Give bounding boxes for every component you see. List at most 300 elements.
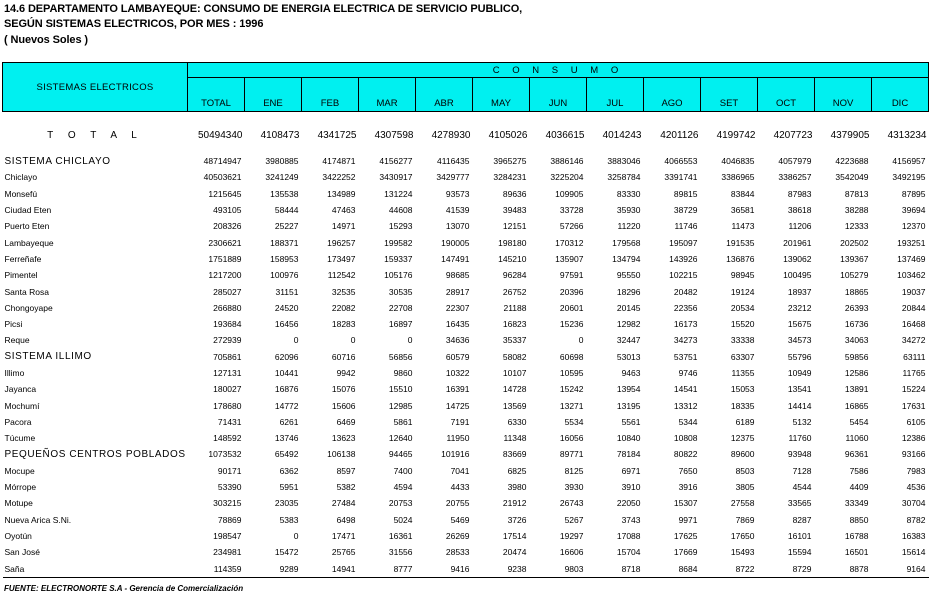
cell-value: 148592 — [213, 433, 242, 444]
cell-value: 9860 — [393, 368, 413, 378]
cell-value: 3492195 — [892, 172, 926, 183]
cell-value: 4116435 — [437, 156, 470, 167]
cell-value: 12151 — [502, 221, 527, 232]
table-row — [3, 430, 929, 446]
cell-value: 38618 — [787, 205, 812, 216]
cell-value: 18335 — [730, 400, 755, 411]
cell-value: 33565 — [787, 498, 812, 509]
cell-value: 1215645 — [208, 188, 242, 199]
cell-value: 14725 — [445, 400, 470, 411]
cell-value: 105279 — [840, 270, 869, 281]
cell-value: 103462 — [897, 270, 926, 281]
cell-value: 31556 — [388, 547, 413, 558]
cell-value: 17625 — [673, 530, 698, 541]
cell-value: 8287 — [792, 514, 812, 525]
systems-header: SISTEMAS ELECTRICOS — [3, 63, 188, 112]
cell-value: 134794 — [612, 253, 641, 264]
cell-value: 27484 — [331, 498, 356, 509]
cell-value: 89600 — [730, 449, 755, 460]
cell-value: 1217200 — [208, 270, 242, 281]
total-row — [3, 128, 929, 142]
cell-value: 6469 — [336, 416, 356, 427]
cell-value: 3429777 — [436, 172, 470, 183]
cell-value: 34063 — [844, 335, 869, 346]
cell-value: 105176 — [384, 270, 413, 281]
cell-value: 9971 — [678, 514, 698, 525]
column-header-ago: AGO — [644, 78, 701, 112]
row-label: Oyotún — [4, 530, 32, 541]
cell-value: 5382 — [336, 482, 356, 493]
cell-value: 13891 — [844, 384, 869, 395]
cell-value: 48714947 — [203, 156, 242, 167]
cell-value: 17471 — [331, 530, 356, 541]
cell-value: 6362 — [279, 465, 299, 476]
cell-value: 7400 — [393, 465, 413, 476]
cell-value: 5951 — [279, 482, 299, 493]
table-row — [3, 251, 929, 267]
cell-value: 11220 — [617, 221, 641, 232]
cell-value: 33349 — [844, 498, 869, 509]
cell-value: 112542 — [327, 270, 356, 281]
table-bottom-rule — [3, 577, 929, 578]
cell-value: 3430917 — [379, 172, 413, 183]
cell-value: 493105 — [213, 205, 242, 216]
cell-value: 0 — [407, 335, 413, 346]
cell-value: 9803 — [564, 563, 584, 574]
cell-value: 15293 — [388, 221, 413, 232]
cell-value: 15614 — [901, 547, 926, 558]
cell-value: 28533 — [445, 547, 470, 558]
cell-value: 39483 — [502, 205, 527, 216]
cell-value: 19297 — [559, 530, 584, 541]
cell-value: 178680 — [213, 400, 242, 411]
cell-value: 15236 — [559, 319, 584, 330]
cell-value: 63307 — [730, 351, 755, 362]
column-header-dic: DIC — [872, 78, 929, 112]
cell-value: 15307 — [673, 498, 698, 509]
cell-value: 78869 — [217, 514, 242, 525]
cell-value: 25765 — [331, 547, 356, 558]
cell-value: 58444 — [274, 205, 299, 216]
cell-value: 12985 — [388, 400, 413, 411]
total-value: 4341725 — [317, 129, 357, 141]
cell-value: 12370 — [901, 221, 926, 232]
cell-value: 19124 — [730, 286, 755, 297]
cell-value: 96361 — [844, 449, 869, 460]
cell-value: 33338 — [730, 335, 755, 346]
cell-value: 89815 — [673, 188, 698, 199]
cell-value: 24520 — [274, 302, 299, 313]
cell-value: 20753 — [388, 498, 413, 509]
cell-value: 1073532 — [208, 449, 242, 460]
table-row — [3, 495, 929, 511]
cell-value: 8503 — [735, 465, 755, 476]
cell-value: 89771 — [559, 449, 584, 460]
cell-value: 13312 — [673, 400, 698, 411]
cell-value: 40503621 — [203, 172, 242, 183]
table-row — [3, 528, 929, 544]
cell-value: 35930 — [616, 205, 641, 216]
row-label: Monsefú — [4, 188, 38, 199]
cell-value: 8850 — [849, 514, 869, 525]
cell-value: 16468 — [901, 319, 926, 330]
row-label: Puerto Eten — [4, 221, 50, 232]
cell-value: 3883046 — [607, 156, 641, 167]
cell-value: 98685 — [445, 270, 470, 281]
report-subtitle: SEGÚN SISTEMAS ELECTRICOS, POR MES : 1996 — [4, 18, 264, 30]
cell-value: 71431 — [217, 416, 242, 427]
row-label: Jayanca — [4, 384, 37, 395]
cell-value: 83844 — [730, 188, 755, 199]
cell-value: 5561 — [621, 416, 641, 427]
cell-value: 127131 — [213, 368, 242, 378]
cell-value: 8125 — [564, 465, 584, 476]
cell-value: 87983 — [787, 188, 812, 199]
cell-value: 16456 — [274, 319, 299, 330]
cell-value: 44608 — [388, 205, 413, 216]
cell-value: 21912 — [502, 498, 527, 509]
cell-value: 16361 — [388, 530, 413, 541]
cell-value: 22708 — [388, 302, 413, 313]
cell-value: 6330 — [507, 416, 527, 427]
cell-value: 4223688 — [835, 156, 869, 167]
cell-value: 10808 — [673, 433, 698, 444]
cell-value: 3910 — [621, 482, 641, 493]
cell-value: 36581 — [730, 205, 755, 216]
cell-value: 11206 — [788, 221, 812, 232]
column-header-oct: OCT — [758, 78, 815, 112]
cell-value: 11950 — [446, 433, 470, 444]
cell-value: 12640 — [388, 433, 413, 444]
table-row — [3, 463, 929, 479]
total-label: T O T A L — [47, 129, 143, 141]
cell-value: 195097 — [669, 237, 698, 248]
cell-value: 3386965 — [721, 172, 755, 183]
cell-value: 8684 — [678, 563, 698, 574]
table-row — [3, 316, 929, 332]
cell-value: 3965275 — [493, 156, 527, 167]
cell-value: 3542049 — [835, 172, 869, 183]
table-row — [3, 512, 929, 528]
cell-value: 5267 — [564, 514, 584, 525]
cell-value: 93573 — [445, 188, 470, 199]
cell-value: 41539 — [445, 205, 470, 216]
total-value: 4036615 — [545, 129, 585, 141]
column-header-set: SET — [701, 78, 758, 112]
cell-value: 62096 — [274, 351, 299, 362]
cell-value: 191535 — [726, 237, 755, 248]
cell-value: 0 — [293, 335, 299, 346]
cell-value: 11760 — [788, 433, 812, 444]
cell-value: 193251 — [897, 237, 926, 248]
cell-value: 16391 — [445, 384, 470, 395]
cell-value: 93948 — [787, 449, 812, 460]
cell-value: 272939 — [213, 335, 242, 346]
cell-value: 20755 — [445, 498, 470, 509]
cell-value: 30704 — [901, 498, 926, 509]
cell-value: 9289 — [279, 563, 299, 574]
cell-value: 35337 — [502, 335, 527, 346]
cell-value: 9942 — [336, 368, 356, 378]
cell-value: 55796 — [787, 351, 812, 362]
row-label: Picsi — [4, 319, 23, 330]
row-label: Túcume — [4, 433, 36, 444]
cell-value: 131224 — [384, 188, 413, 199]
cell-value: 11355 — [731, 368, 755, 378]
cell-value: 34273 — [673, 335, 698, 346]
cell-value: 22356 — [673, 302, 698, 313]
cell-value: 30535 — [388, 286, 413, 297]
row-label: Saña — [4, 563, 25, 574]
cell-value: 3916 — [678, 482, 698, 493]
row-label: Mocupe — [4, 465, 35, 476]
cell-value: 16823 — [502, 319, 527, 330]
cell-value: 12333 — [844, 221, 869, 232]
cell-value: 16865 — [844, 400, 869, 411]
row-label: Ferreñafe — [4, 253, 42, 264]
cell-value: 10949 — [787, 368, 812, 378]
cell-value: 13746 — [274, 433, 299, 444]
cell-value: 18296 — [616, 286, 641, 297]
cell-value: 17088 — [616, 530, 641, 541]
table-row — [3, 169, 929, 185]
cell-value: 16501 — [844, 547, 869, 558]
cell-value: 11348 — [503, 433, 527, 444]
cell-value: 4536 — [906, 482, 926, 493]
cell-value: 7983 — [906, 465, 926, 476]
cell-value: 89636 — [502, 188, 527, 199]
row-label: Lambayeque — [4, 237, 54, 248]
cell-value: 3805 — [735, 482, 755, 493]
cell-value: 23035 — [274, 498, 299, 509]
cell-value: 159337 — [384, 253, 413, 264]
cell-value: 13070 — [445, 221, 470, 232]
cell-value: 15076 — [331, 384, 356, 395]
table-row — [3, 479, 929, 495]
cell-value: 4057979 — [778, 156, 812, 167]
cell-value: 13569 — [502, 400, 527, 411]
cell-value: 12386 — [901, 433, 926, 444]
cell-value: 6498 — [336, 514, 356, 525]
cell-value: 13271 — [559, 400, 584, 411]
row-label: Nueva Arica S.Ni. — [4, 514, 72, 525]
table-row — [3, 381, 929, 397]
cell-value: 139367 — [840, 253, 869, 264]
cell-value: 26743 — [559, 498, 584, 509]
cell-value: 5534 — [564, 416, 584, 427]
table-row — [3, 414, 929, 430]
cell-value: 12982 — [616, 319, 641, 330]
cell-value: 5454 — [849, 416, 869, 427]
total-value: 4105026 — [488, 129, 528, 141]
cell-value: 7128 — [792, 465, 812, 476]
cell-value: 12375 — [730, 433, 755, 444]
total-value: 4199742 — [716, 129, 756, 141]
report-title: 14.6 DEPARTAMENTO LAMBAYEQUE: CONSUMO DE ENERGIA ELECTRICA DE SERVICIO PUBLICO, — [4, 3, 523, 15]
cell-value: 96284 — [502, 270, 527, 281]
cell-value: 33728 — [559, 205, 584, 216]
cell-value: 705861 — [213, 351, 242, 362]
table-row — [3, 186, 929, 202]
cell-value: 114359 — [213, 563, 242, 574]
cell-value: 7041 — [450, 465, 470, 476]
cell-value: 5861 — [393, 416, 413, 427]
cell-value: 11473 — [731, 221, 755, 232]
cell-value: 10107 — [502, 368, 527, 378]
cell-value: 6261 — [279, 416, 299, 427]
cell-value: 10441 — [274, 368, 299, 378]
cell-value: 7191 — [450, 416, 470, 427]
total-value: 4014243 — [602, 129, 642, 141]
total-value: 4307598 — [374, 129, 414, 141]
cell-value: 15675 — [787, 319, 812, 330]
cell-value: 83669 — [502, 449, 527, 460]
cell-value: 9164 — [906, 563, 926, 574]
cell-value: 9463 — [621, 368, 641, 378]
cell-value: 202502 — [840, 237, 869, 248]
cell-value: 16876 — [274, 384, 299, 395]
cell-value: 234981 — [213, 547, 242, 558]
cell-value: 102215 — [669, 270, 698, 281]
cell-value: 0 — [350, 335, 356, 346]
cell-value: 60698 — [559, 351, 584, 362]
column-header-ene: ENE — [245, 78, 302, 112]
cell-value: 6189 — [735, 416, 755, 427]
cell-value: 93166 — [901, 449, 926, 460]
cell-value: 266880 — [213, 302, 242, 313]
row-label: SISTEMA ILLIMO — [4, 351, 92, 363]
cell-value: 87895 — [901, 188, 926, 199]
cell-value: 3980 — [507, 482, 527, 493]
cell-value: 3391741 — [664, 172, 698, 183]
cell-value: 16056 — [559, 433, 584, 444]
row-label: Chongoyape — [4, 302, 53, 313]
cell-value: 196257 — [327, 237, 356, 248]
cell-value: 34573 — [787, 335, 812, 346]
cell-value: 188371 — [270, 237, 299, 248]
cell-value: 97591 — [559, 270, 584, 281]
cell-value: 27558 — [730, 498, 755, 509]
cell-value: 22050 — [616, 498, 641, 509]
cell-value: 19037 — [901, 286, 926, 297]
cell-value: 198547 — [213, 530, 242, 541]
cell-value: 5344 — [678, 416, 698, 427]
cell-value: 9238 — [507, 563, 527, 574]
cell-value: 3980885 — [265, 156, 299, 167]
cell-value: 3422252 — [322, 172, 356, 183]
cell-value: 16173 — [673, 319, 698, 330]
cell-value: 20474 — [502, 547, 527, 558]
cell-value: 18283 — [331, 319, 356, 330]
cell-value: 22307 — [445, 302, 470, 313]
cell-value: 6971 — [621, 465, 641, 476]
cell-value: 4046835 — [721, 156, 755, 167]
column-header-jun: JUN — [530, 78, 587, 112]
column-header-may: MAY — [473, 78, 530, 112]
cell-value: 32535 — [331, 286, 356, 297]
cell-value: 95550 — [616, 270, 641, 281]
cell-value: 4156957 — [892, 156, 926, 167]
cell-value: 2306621 — [208, 237, 242, 248]
cell-value: 13541 — [787, 384, 812, 395]
section-row — [3, 349, 929, 365]
cell-value: 6825 — [507, 465, 527, 476]
total-value: 4207723 — [773, 129, 813, 141]
cell-value: 14971 — [331, 221, 356, 232]
cell-value: 8777 — [393, 563, 413, 574]
table-row — [3, 365, 929, 381]
column-header-abr: ABR — [416, 78, 473, 112]
cell-value: 14941 — [331, 563, 356, 574]
cell-value: 198180 — [498, 237, 527, 248]
cell-value: 23212 — [787, 302, 812, 313]
cell-value: 6105 — [906, 416, 926, 427]
row-label: Pacora — [4, 416, 32, 427]
cell-value: 170312 — [555, 237, 584, 248]
cell-value: 17514 — [502, 530, 527, 541]
cell-value: 13954 — [616, 384, 641, 395]
row-label: Chiclayo — [4, 172, 38, 183]
cell-value: 3284231 — [493, 172, 527, 183]
cell-value: 53013 — [616, 351, 641, 362]
source-note: FUENTE: ELECTRONORTE S.A - Gerencia de Comercialización — [4, 584, 244, 593]
cell-value: 18937 — [787, 286, 812, 297]
cell-value: 60579 — [445, 351, 470, 362]
cell-value: 20844 — [901, 302, 926, 313]
cell-value: 201961 — [783, 237, 812, 248]
cell-value: 135538 — [270, 188, 299, 199]
section-row — [3, 153, 929, 169]
cell-value: 10840 — [616, 433, 641, 444]
cell-value: 26393 — [844, 302, 869, 313]
column-header-total: TOTAL — [188, 78, 245, 112]
table-row — [3, 300, 929, 316]
cell-value: 179568 — [612, 237, 641, 248]
row-label: Mórrope — [4, 482, 37, 493]
cell-value: 3930 — [564, 482, 584, 493]
cell-value: 4409 — [849, 482, 869, 493]
row-label: Pimentel — [4, 270, 38, 281]
cell-value: 7869 — [735, 514, 755, 525]
cell-value: 8718 — [621, 563, 641, 574]
cell-value: 17650 — [730, 530, 755, 541]
cell-value: 65492 — [274, 449, 299, 460]
cell-value: 4174871 — [322, 156, 356, 167]
table-row — [3, 332, 929, 348]
cell-value: 7650 — [678, 465, 698, 476]
cell-value: 15242 — [559, 384, 584, 395]
cell-value: 16788 — [844, 530, 869, 541]
cell-value: 4594 — [393, 482, 413, 493]
cell-value: 3743 — [621, 514, 641, 525]
cell-value: 143926 — [669, 253, 698, 264]
cell-value: 5469 — [450, 514, 470, 525]
cell-value: 13623 — [331, 433, 356, 444]
cell-value: 136876 — [726, 253, 755, 264]
cell-value: 10595 — [559, 368, 584, 378]
cell-value: 8782 — [906, 514, 926, 525]
cell-value: 180027 — [213, 384, 242, 395]
cell-value: 101916 — [441, 449, 470, 460]
cell-value: 8597 — [336, 465, 356, 476]
cell-value: 3886146 — [550, 156, 584, 167]
cell-value: 13195 — [616, 400, 641, 411]
cell-value: 21188 — [503, 302, 527, 313]
cell-value: 193684 — [213, 319, 242, 330]
cell-value: 9416 — [450, 563, 470, 574]
cell-value: 63111 — [903, 351, 926, 362]
cell-value: 20601 — [559, 302, 584, 313]
